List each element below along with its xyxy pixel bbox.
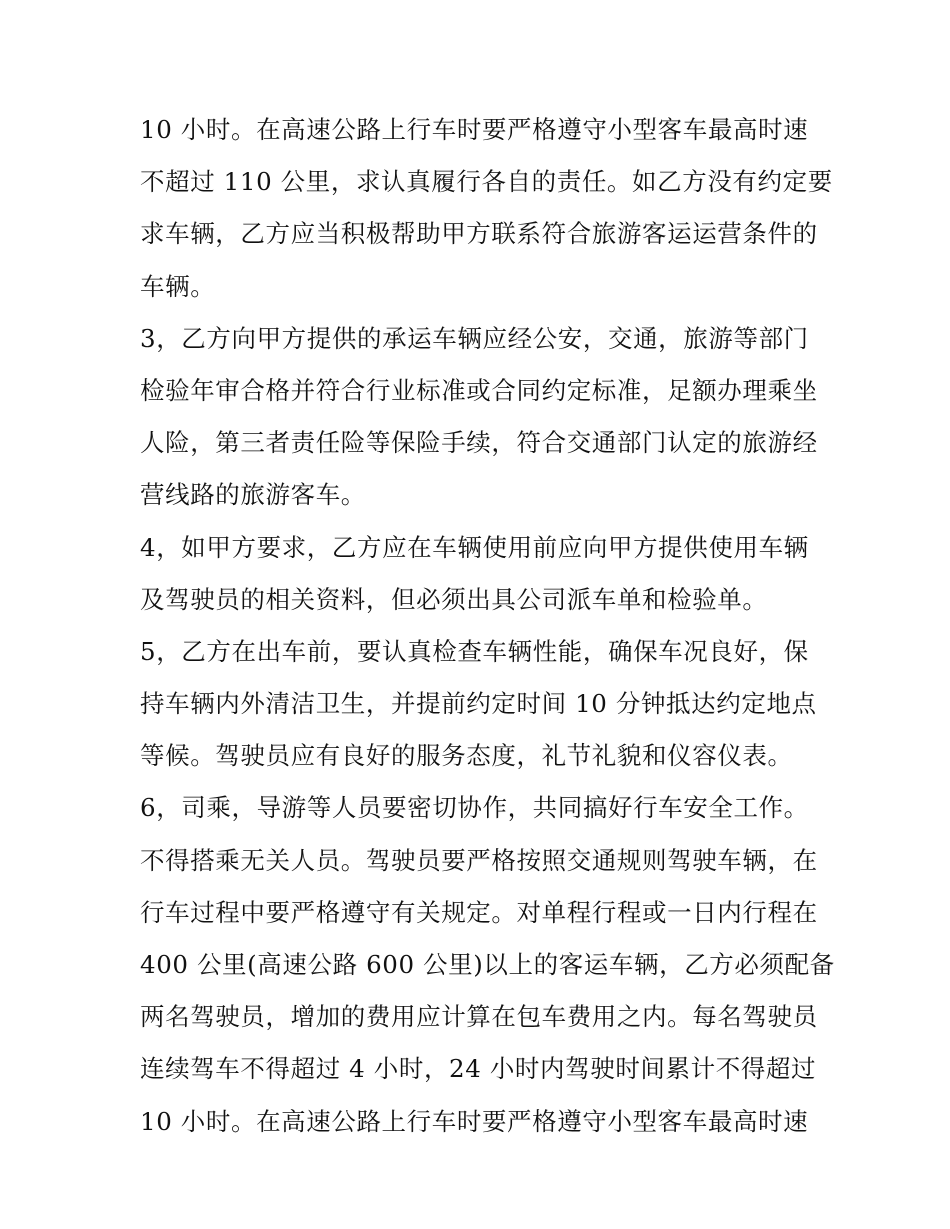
text-line: 营线路的旅游客车。: [140, 480, 366, 510]
text-line: 不超过 110 公里，求认真履行各自的责任。如乙方没有约定要: [140, 167, 833, 197]
text-line: 400 公里(高速公路 600 公里)以上的客运车辆，乙方必须配备: [140, 950, 835, 979]
text-line: 持车辆内外清洁卫生，并提前约定时间 10 分钟抵达约定地点: [140, 689, 817, 719]
text-line: 6，司乘，导游等人员要密切协作，共同搞好行车安全工作。: [140, 793, 809, 823]
text-line: 车辆。: [140, 271, 216, 301]
text-line: 行车过程中要严格遵守有关规定。对单程行程或一日内行程在: [140, 897, 818, 927]
text-line: 3，乙方向甲方提供的承运车辆应经公安，交通，旅游等部门: [140, 323, 809, 353]
text-line: 不得搭乘无关人员。驾驶员要严格按照交通规则驾驶车辆，在: [140, 845, 818, 875]
text-line: 检验年审合格并符合行业标准或合同约定标准，足额办理乘坐: [140, 375, 818, 405]
text-line: 10 小时。在高速公路上行车时要严格遵守小型客车最高时速: [140, 115, 809, 144]
text-line: 4，如甲方要求，乙方应在车辆使用前应向甲方提供使用车辆: [140, 532, 809, 562]
text-line: 求车辆，乙方应当积极帮助甲方联系符合旅游客运运营条件的: [140, 219, 818, 249]
text-line: 人险，第三者责任险等保险手续，符合交通部门认定的旅游经: [140, 428, 818, 458]
text-line: 及驾驶员的相关资料，但必须出具公司派车单和检验单。: [140, 584, 768, 614]
text-line: 5，乙方在出车前，要认真检查车辆性能，确保车况良好，保: [140, 636, 809, 666]
text-line: 等候。驾驶员应有良好的服务态度，礼节礼貌和仪容仪表。: [140, 741, 793, 771]
text-line: 连续驾车不得超过 4 小时，24 小时内驾驶时间累计不得超过: [140, 1054, 817, 1084]
text-line: 两名驾驶员，增加的费用应计算在包车费用之内。每名驾驶员: [140, 1002, 818, 1032]
body-text: [140, 110, 835, 1154]
text-line: 10 小时。在高速公路上行车时要严格遵守小型客车最高时速: [140, 1106, 809, 1136]
